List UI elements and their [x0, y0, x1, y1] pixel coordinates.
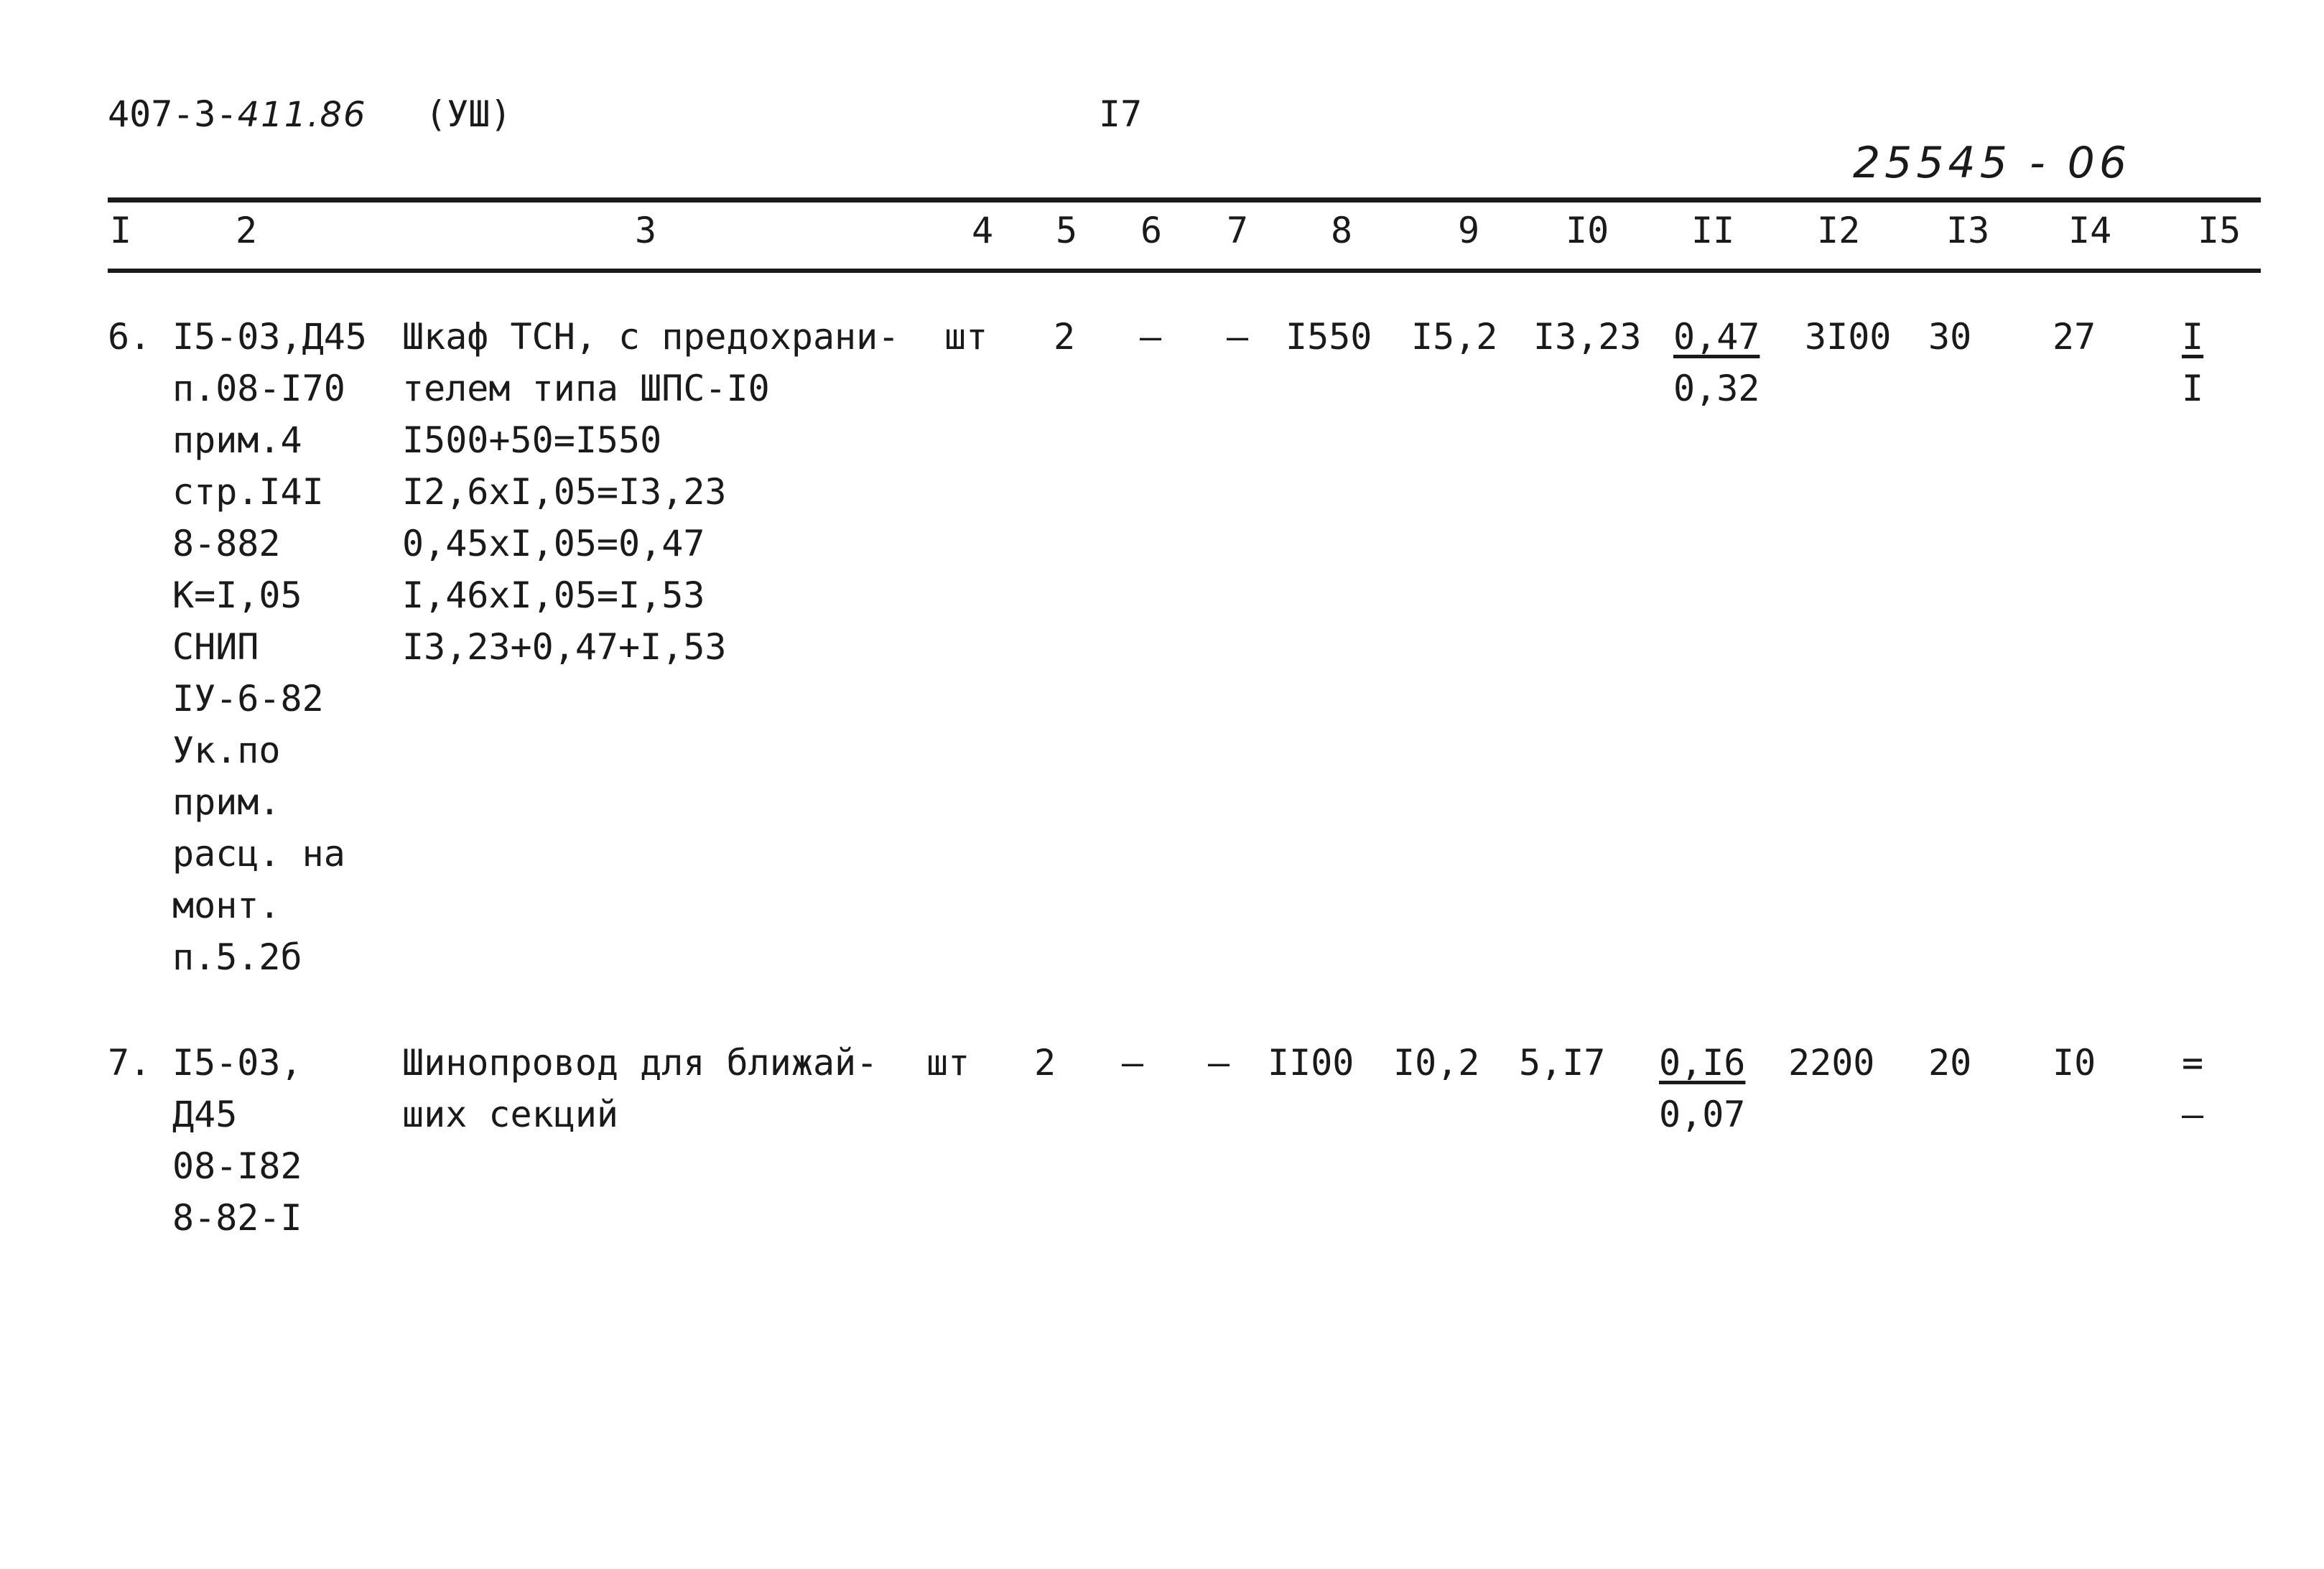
basis-line: п.08-I70 — [172, 368, 345, 409]
basis-line: I5-03, — [172, 1042, 302, 1084]
column-number: I3 — [1946, 210, 1990, 251]
col14-cell: I0 — [2053, 1042, 2096, 1084]
col11-bottom-value: 0,32 — [1673, 368, 1760, 409]
column-number: I — [110, 210, 132, 251]
col13-cell: 30 — [1928, 316, 1972, 358]
basis-line: I5-03,Д45 — [172, 316, 367, 358]
column-number: 4 — [972, 210, 994, 251]
col9-cell: I0,2 — [1393, 1042, 1480, 1084]
col11-top-value: 0,47 — [1673, 316, 1760, 358]
item-name-line: I2,6хI,05=I3,23 — [402, 471, 727, 513]
column-number: II — [1691, 210, 1735, 251]
document-code — [108, 93, 367, 135]
basis-line: IУ-6-82 — [172, 678, 324, 720]
col15-cell — [2182, 311, 2203, 414]
column-number: 7 — [1227, 210, 1249, 251]
unit-cell: шт — [926, 1042, 970, 1084]
document-code-printed: 407-3- — [108, 93, 238, 135]
col15-top-value: I — [2182, 316, 2204, 358]
column-number: 3 — [635, 210, 657, 251]
unit-cell: шт — [944, 316, 988, 358]
document-code-handwritten: 411.86 — [237, 95, 367, 135]
col15-bottom-value: I — [2182, 368, 2204, 409]
col9-cell: I5,2 — [1411, 316, 1498, 358]
col11-cell — [1659, 1037, 1745, 1140]
column-number: I0 — [1566, 210, 1609, 251]
col8-cell: I550 — [1286, 316, 1372, 358]
header-top-rule — [108, 197, 2261, 202]
column-number: 8 — [1331, 210, 1353, 251]
basis-line: монт. — [172, 885, 281, 926]
basis-line: 8-882 — [172, 523, 281, 564]
quantity-cell: 2 — [1054, 316, 1076, 358]
header-bottom-rule — [108, 269, 2261, 273]
item-name-line: Шкаф ТСН, с предохрани- — [402, 316, 900, 358]
item-name-cell — [402, 311, 899, 673]
column-number: I4 — [2068, 210, 2112, 251]
item-name-line: Шинопровод для ближай- — [402, 1042, 878, 1084]
col7-cell: – — [1208, 1042, 1230, 1084]
col6-cell: – — [1140, 316, 1162, 358]
item-name-line: I500+50=I550 — [402, 419, 662, 461]
basis-line: Д45 — [172, 1094, 238, 1135]
col10-cell: I3,23 — [1533, 316, 1642, 358]
item-name-line: 0,45хI,05=0,47 — [402, 523, 705, 564]
basis-line: Ук.по — [172, 730, 281, 771]
col10-cell: 5,I7 — [1519, 1042, 1606, 1084]
item-name-line: телем типа ШПС-I0 — [402, 368, 770, 409]
column-number: I2 — [1817, 210, 1861, 251]
basis-cell — [172, 311, 367, 983]
column-number: 2 — [236, 210, 258, 251]
basis-line: 08-I82 — [172, 1145, 302, 1187]
column-number: 6 — [1140, 210, 1163, 251]
page-number: I7 — [1099, 93, 1143, 135]
col15-bottom-value: – — [2182, 1094, 2204, 1135]
col15-top-value: = — [2182, 1042, 2204, 1084]
col11-top-value: 0,I6 — [1659, 1042, 1746, 1084]
basis-cell — [172, 1037, 302, 1244]
col12-cell: 2200 — [1788, 1042, 1875, 1084]
row-number: 6. — [108, 316, 152, 358]
basis-line: п.5.2б — [172, 936, 302, 978]
stamp-number: 25545 - 06 — [1853, 138, 2132, 188]
quantity-cell: 2 — [1034, 1042, 1056, 1084]
volume-label: (УШ) — [425, 93, 512, 135]
row-number: 7. — [108, 1042, 152, 1084]
column-number: 5 — [1056, 210, 1078, 251]
col15-cell — [2182, 1037, 2203, 1140]
col6-cell: – — [1122, 1042, 1144, 1084]
column-number: 9 — [1458, 210, 1480, 251]
basis-line: стр.I4I — [172, 471, 324, 513]
col11-cell — [1673, 311, 1760, 414]
col12-cell: 3I00 — [1805, 316, 1892, 358]
col11-bottom-value: 0,07 — [1659, 1094, 1746, 1135]
basis-line: К=I,05 — [172, 574, 302, 616]
basis-line: прим.4 — [172, 419, 302, 461]
basis-line: 8-82-I — [172, 1197, 302, 1239]
item-name-line: ших секций — [402, 1094, 619, 1135]
col7-cell: – — [1227, 316, 1249, 358]
basis-line: СНИП — [172, 626, 259, 668]
col13-cell: 20 — [1928, 1042, 1972, 1084]
col8-cell: II00 — [1268, 1042, 1354, 1084]
item-name-cell — [402, 1037, 878, 1140]
basis-line: прим. — [172, 781, 281, 823]
basis-line: расц. на — [172, 833, 345, 875]
column-number: I5 — [2198, 210, 2241, 251]
col14-cell: 27 — [2053, 316, 2096, 358]
item-name-line: I,46хI,05=I,53 — [402, 574, 705, 616]
item-name-line: I3,23+0,47+I,53 — [402, 626, 727, 668]
